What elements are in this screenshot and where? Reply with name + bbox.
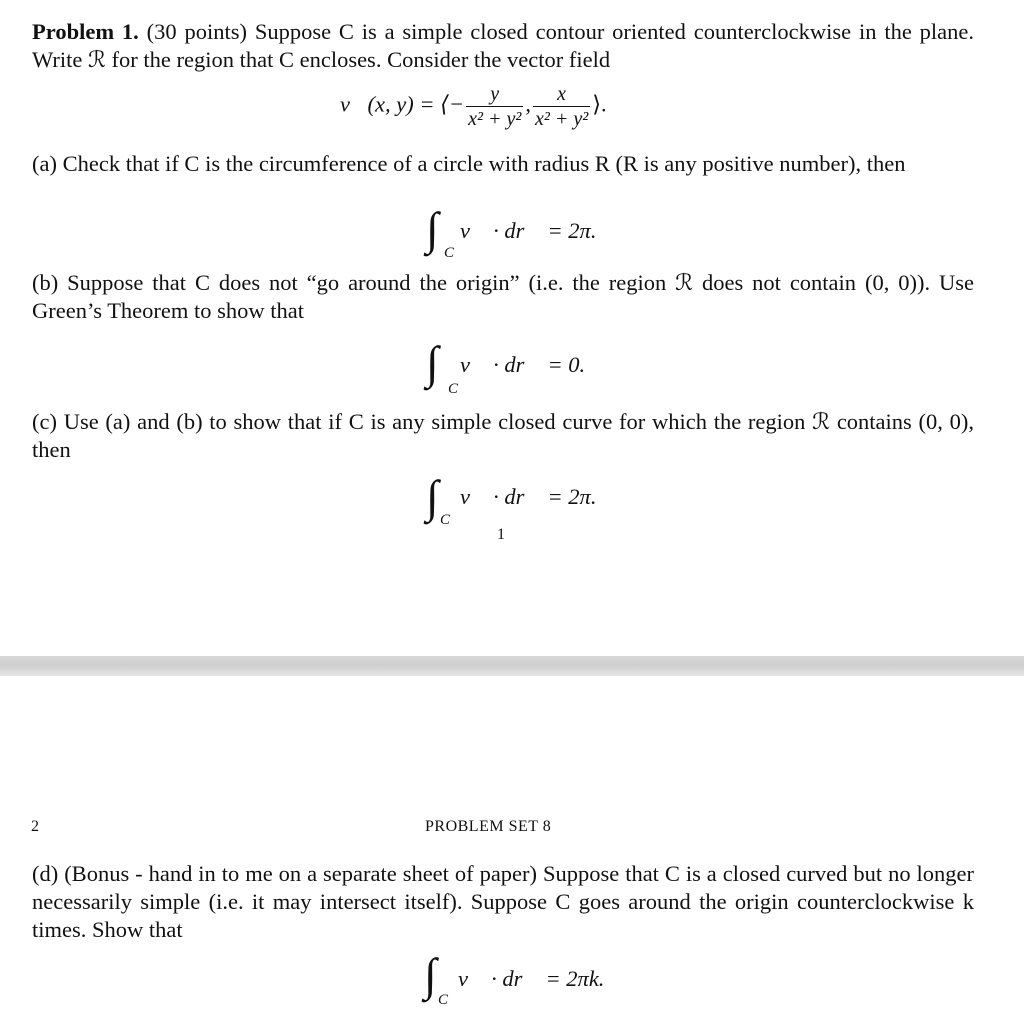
page-number: 2 bbox=[31, 818, 39, 835]
page-2 bbox=[0, 676, 1024, 1019]
vector-field-close: ⟩. bbox=[592, 91, 607, 117]
fraction-2 bbox=[533, 82, 590, 131]
fraction-2-denominator: x² + y² bbox=[534, 108, 589, 130]
fraction-1-numerator: y bbox=[466, 82, 523, 107]
part-b-text: (b) Suppose that C does not “go around the origin” (i.e. the region ℛ does not contain (0, 0)). Use Green’s Theorem to show that bbox=[32, 270, 974, 323]
fraction-2-numerator: x bbox=[533, 82, 590, 107]
vector-field-equation bbox=[340, 82, 607, 131]
vector-field-lhs: v⃗(x, y) = ⟨− bbox=[340, 91, 465, 117]
integral-subscript: C bbox=[448, 381, 459, 397]
integral-symbol: ∫ bbox=[426, 203, 439, 254]
problem-heading: Problem 1. bbox=[32, 19, 139, 44]
fraction-1-denominator: x² + y² bbox=[468, 108, 522, 130]
part-a-text: (a) Check that if C is the circumference of a circle with radius R (R is any positive number), then bbox=[32, 151, 906, 176]
part-c-text: (c) Use (a) and (b) to show that if C is any simple closed curve for which the region ℛ contains (0, 0), then bbox=[32, 409, 974, 462]
page-number: 1 bbox=[497, 526, 505, 543]
integral-subscript: C bbox=[444, 245, 455, 261]
part-d-integrand: v⃗ · dr⃗ = 2πk. bbox=[458, 966, 605, 991]
integral-symbol: ∫ bbox=[426, 337, 439, 388]
part-a-integrand: v⃗ · dr⃗ = 2π. bbox=[460, 218, 597, 243]
problem-intro bbox=[32, 18, 974, 74]
integral-subscript: C bbox=[440, 512, 451, 528]
integral-symbol: ∫ bbox=[424, 949, 437, 1000]
part-b-integrand: v⃗ · dr⃗ = 0. bbox=[460, 352, 586, 377]
integral-subscript: C bbox=[438, 992, 449, 1008]
part-c-integrand: v⃗ · dr⃗ = 2π. bbox=[460, 484, 597, 509]
intro-text: (30 points) Suppose C is a simple closed contour oriented counterclockwise in the plane. Write ℛ for the region that C encloses. Consider the vector field bbox=[32, 19, 975, 72]
fraction-1 bbox=[466, 82, 523, 131]
part-d-text: (d) (Bonus - hand in to me on a separate sheet of paper) Suppose that C is a closed curved but no longer necessarily simple (i.e. it may intersect itself). Suppose C goes around the origin counterclockwise k times. Show that bbox=[32, 861, 974, 942]
running-head: PROBLEM SET 8 bbox=[425, 818, 552, 835]
integral-symbol: ∫ bbox=[426, 471, 439, 522]
page-separator bbox=[0, 656, 1024, 676]
vector-field-comma: , bbox=[525, 91, 531, 117]
